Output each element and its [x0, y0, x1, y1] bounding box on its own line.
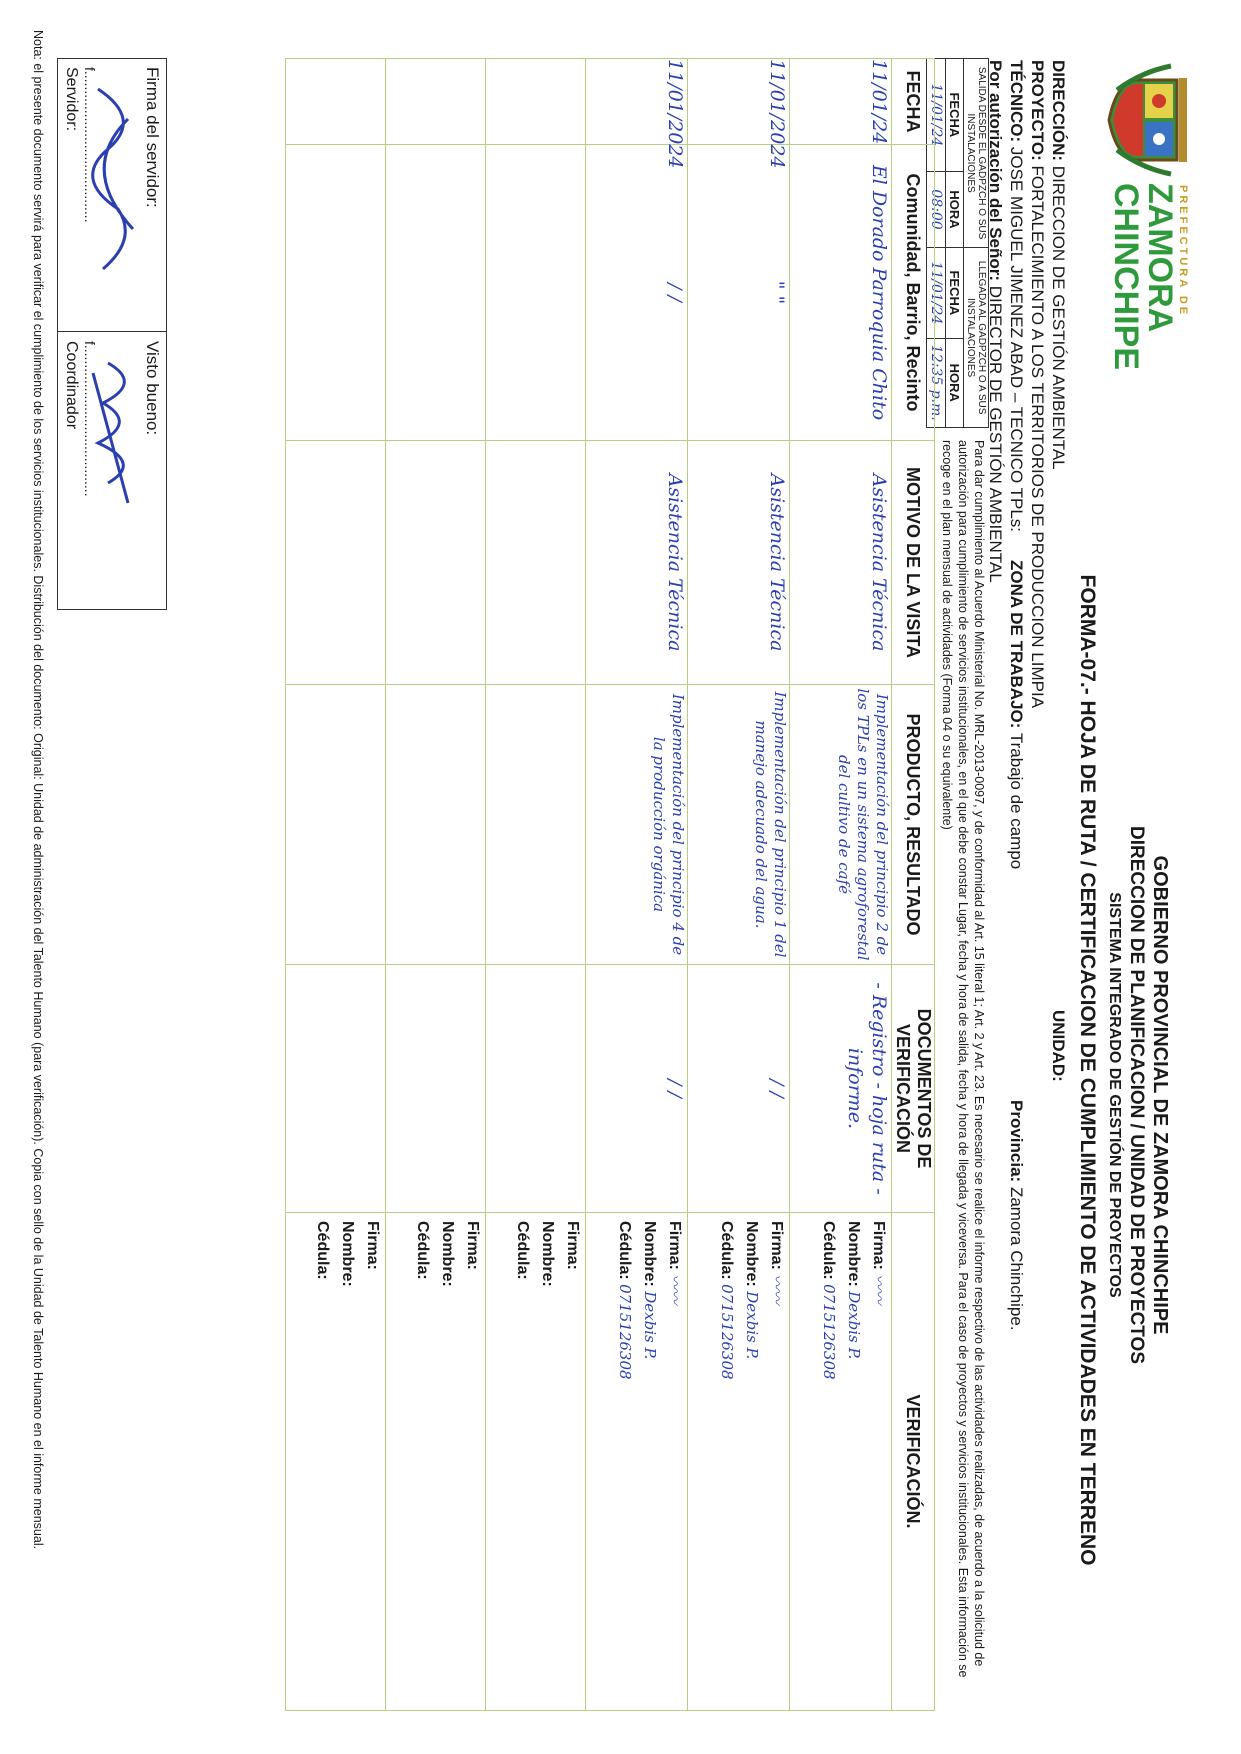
salida-hora-value: 08:00 [927, 171, 946, 247]
row-documentos: / / [688, 965, 790, 1213]
firma-field [560, 1213, 585, 1710]
row-verificacion [386, 1213, 486, 1711]
nombre-field [335, 1213, 360, 1710]
row-producto [286, 685, 386, 965]
table-row [586, 59, 688, 1711]
cedula-label: Cédula: [314, 1221, 331, 1280]
row-comunidad [486, 145, 586, 441]
cedula-label: Cédula: [514, 1221, 531, 1280]
llegada-fecha-label: FECHA [946, 248, 964, 338]
firma-label: Firma: [768, 1221, 785, 1270]
provincia-label: Provincia: [1007, 1100, 1026, 1183]
autorizacion-value: DIRECTOR DE GESTIÓN AMBIENTAL [986, 285, 1005, 583]
nombre-label: Nombre: [339, 1221, 356, 1287]
row-motivo: Asistencia Técnica [688, 441, 790, 685]
llegada-fecha-value: 11/01/24 [927, 248, 946, 338]
firma-field [460, 1213, 485, 1710]
direccion-line [1047, 60, 1069, 470]
activities-table [285, 58, 935, 1711]
row-comunidad: / / [586, 145, 688, 441]
row-documentos: / / [586, 965, 688, 1213]
row-comunidad: " " [688, 145, 790, 441]
nombre-field [739, 1213, 764, 1710]
row-motivo [386, 441, 486, 685]
nombre-label: Nombre: [539, 1221, 556, 1287]
signature-block [57, 58, 167, 610]
brand-line1: PREFECTURA DE [1177, 185, 1189, 318]
row-comunidad [286, 145, 386, 441]
nombre-label: Nombre: [641, 1221, 658, 1287]
th-motivo: MOTIVO DE LA VISITA [892, 441, 935, 685]
proyecto-label: PROYECTO: [1028, 60, 1047, 161]
row-producto [386, 685, 486, 965]
proyecto-value: FORTALECIMIENTO A LOS TERRITORIOS DE PRODUCCION LIMPIA [1028, 165, 1047, 709]
salida-fecha-label: FECHA [946, 59, 964, 172]
provincia-line [1005, 1100, 1027, 1331]
coordinador-label: Coordinador [63, 341, 80, 430]
row-producto [486, 685, 586, 965]
th-verificacion: VERIFICACIÓN. [892, 1213, 935, 1711]
row-documentos [386, 965, 486, 1213]
row-motivo: Asistencia Técnica [790, 441, 892, 685]
footer-note: Nota: el presente documento servirá para verificar el cumplimiento de los servicios institucionales. Distribución del documento: Original: Unidad de administración del Talento Humano (para verificación). Copia con sello de la Unidad de Talento Humano en el informe mensual. [31, 30, 45, 1550]
row-producto: Implementación del principio 2 de los TPLs en un sistema agroforestal del cultivo de café [790, 685, 892, 965]
servidor-label: Servidor: [63, 67, 80, 132]
cedula-field [612, 1213, 637, 1710]
provincia-value: Zamora Chinchipe. [1007, 1186, 1026, 1331]
row-verificacion [586, 1213, 688, 1711]
table-row [486, 59, 586, 1711]
zona-value: Trabajo de campo [1007, 732, 1026, 870]
legal-text: Para dar cumplimiento al Acuerdo Ministerial No. MRL-2013-0097, y de conformidad al Art. 15 literal 1; Art. 2 y Art. 23. Es necesario se realice el informe respectivo de las actividades realizadas, de acuerdo a la solicitud de autorización para cumplimiento de servicios institucionales, en el que debe constar Lugar, fecha y hora de salida, fecha y hora de llegada y viceversa. Para el caso de proyectos y servicios institucionales. Esta información se recoge en el plan mensual de actividades (Forma 04 o su equivalente) [940, 440, 986, 1678]
firma-field [662, 1213, 687, 1710]
cedula-value: 0715126308 [820, 1284, 838, 1380]
row-fecha [486, 59, 586, 145]
tecnico-line [1005, 60, 1027, 532]
brand-line3: CHINCHIPE [1107, 183, 1145, 371]
row-motivo [286, 441, 386, 685]
cedula-label: Cédula: [616, 1221, 633, 1280]
nombre-field [535, 1213, 560, 1710]
th-documentos: DOCUMENTOS DE VERIFICACIÓN [892, 965, 935, 1213]
cedula-field [510, 1213, 535, 1710]
tecnico-value: JOSE MIGUEL JIMENEZ ABAD – TECNICO TPLs: [1007, 146, 1026, 533]
table-header-row [892, 59, 935, 1711]
row-motivo: Asistencia Técnica [586, 441, 688, 685]
row-fecha [286, 59, 386, 145]
table-row [386, 59, 486, 1711]
firma-label: Firma: [464, 1221, 481, 1270]
firma-field [764, 1213, 789, 1710]
nombre-value: Dexbis P. [845, 1291, 863, 1360]
row-producto: Implementación del principio 4 de la producción orgánica [586, 685, 688, 965]
firma-field [360, 1213, 385, 1710]
row-comunidad: El Dorado Parroquia Chito [790, 145, 892, 441]
nombre-value: Dexbis P. [641, 1291, 659, 1360]
coat-of-arms-logo [1106, 60, 1191, 180]
salida-hora-label: HORA [946, 171, 964, 247]
header-sys: SISTEMA INTEGRADO DE GESTIÓN DE PROYECTOS [1106, 892, 1123, 1298]
servidor-box [58, 59, 166, 332]
firma-label: Firma: [666, 1221, 683, 1270]
direccion-label: DIRECCIÓN: [1049, 60, 1068, 162]
table-row [688, 59, 790, 1711]
coordinador-title: Visto bueno: [143, 341, 162, 436]
nombre-value: Dexbis P. [743, 1291, 761, 1360]
servidor-title: Firma del servidor: [143, 67, 162, 208]
nombre-field [637, 1213, 662, 1710]
row-fecha [386, 59, 486, 145]
th-comunidad: Comunidad, Barrio, Recinto [892, 145, 935, 441]
firma-signature: 〰〰 [870, 1274, 888, 1305]
firma-signature: 〰〰 [666, 1274, 684, 1305]
cedula-value: 0715126308 [718, 1284, 736, 1380]
nombre-label: Nombre: [439, 1221, 456, 1287]
row-verificacion [486, 1213, 586, 1711]
row-documentos [486, 965, 586, 1213]
th-fecha: FECHA [892, 59, 935, 145]
row-producto: Implementación del principio 1 del manejo adecuado del agua. [688, 685, 790, 965]
llegada-label: LLEGADA AL GADPZCH O A SUS INSTALACIONES [964, 248, 989, 428]
zona-label: ZONA DE TRABAJO: [1007, 560, 1026, 729]
cedula-label: Cédula: [414, 1221, 431, 1280]
header-gov: GOBIERNO PROVINCIAL DE ZAMORA CHINCHIPE [1149, 855, 1171, 1335]
unidad-label: UNIDAD: [1049, 1010, 1068, 1082]
brand-line2: ZAMORA [1141, 183, 1179, 333]
row-documentos: - Registro - hoja ruta - informe. [790, 965, 892, 1213]
form-title: FORMA-07.- HOJA DE RUTA / CERTIFICACION DE CUMPLIMIENTO DE ACTIVIDADES EN TERRENO [1076, 574, 1099, 1566]
cedula-field [310, 1213, 335, 1710]
row-comunidad [386, 145, 486, 441]
llegada-hora-label: HORA [946, 338, 964, 427]
firma-label: Firma: [564, 1221, 581, 1270]
th-producto: PRODUCTO, RESULTADO [892, 685, 935, 965]
row-verificacion [688, 1213, 790, 1711]
firma-signature: 〰〰 [768, 1274, 786, 1305]
salida-fecha-value: 11/01/24 [927, 59, 946, 172]
row-verificacion [286, 1213, 386, 1711]
proyecto-line [1026, 60, 1048, 708]
nombre-field [435, 1213, 460, 1710]
header-dir: DIRECCION DE PLANIFICACION / UNIDAD DE PROYECTOS [1126, 825, 1147, 1365]
row-verificacion [790, 1213, 892, 1711]
row-fecha: 11/01/2024 [688, 59, 790, 145]
table-row [286, 59, 386, 1711]
coordinador-box [58, 333, 166, 609]
row-fecha: 11/01/24 [790, 59, 892, 145]
servidor-f: f....................................... [82, 67, 98, 223]
cedula-label: Cédula: [718, 1221, 735, 1280]
cedula-label: Cédula: [820, 1221, 837, 1280]
row-motivo [486, 441, 586, 685]
row-documentos [286, 965, 386, 1213]
salida-label: SALIDA DESDE EL GADPZCH O SUS INSTALACIONES [964, 59, 989, 248]
direccion-value: DIRECCION DE GESTIÓN AMBIENTAL [1049, 165, 1068, 470]
cedula-value: 0715126308 [616, 1284, 634, 1380]
unidad-line [1047, 1010, 1069, 1082]
llegada-hora-value: 12:35 p.m. [927, 338, 946, 427]
nombre-label: Nombre: [845, 1221, 862, 1287]
cedula-field [816, 1213, 841, 1710]
firma-label: Firma: [364, 1221, 381, 1270]
travel-table [926, 58, 989, 428]
cedula-field [410, 1213, 435, 1710]
cedula-field [714, 1213, 739, 1710]
zona-line [1005, 560, 1027, 869]
row-fecha: 11/01/2024 [586, 59, 688, 145]
autorizacion-label: Por autorización del Señor: [986, 60, 1005, 282]
nombre-field [841, 1213, 866, 1710]
firma-field [866, 1213, 891, 1710]
tecnico-label: TÉCNICO: [1007, 60, 1026, 143]
coordinador-f: f....................................... [82, 341, 98, 497]
nombre-label: Nombre: [743, 1221, 760, 1287]
firma-label: Firma: [870, 1221, 887, 1270]
table-row [790, 59, 892, 1711]
